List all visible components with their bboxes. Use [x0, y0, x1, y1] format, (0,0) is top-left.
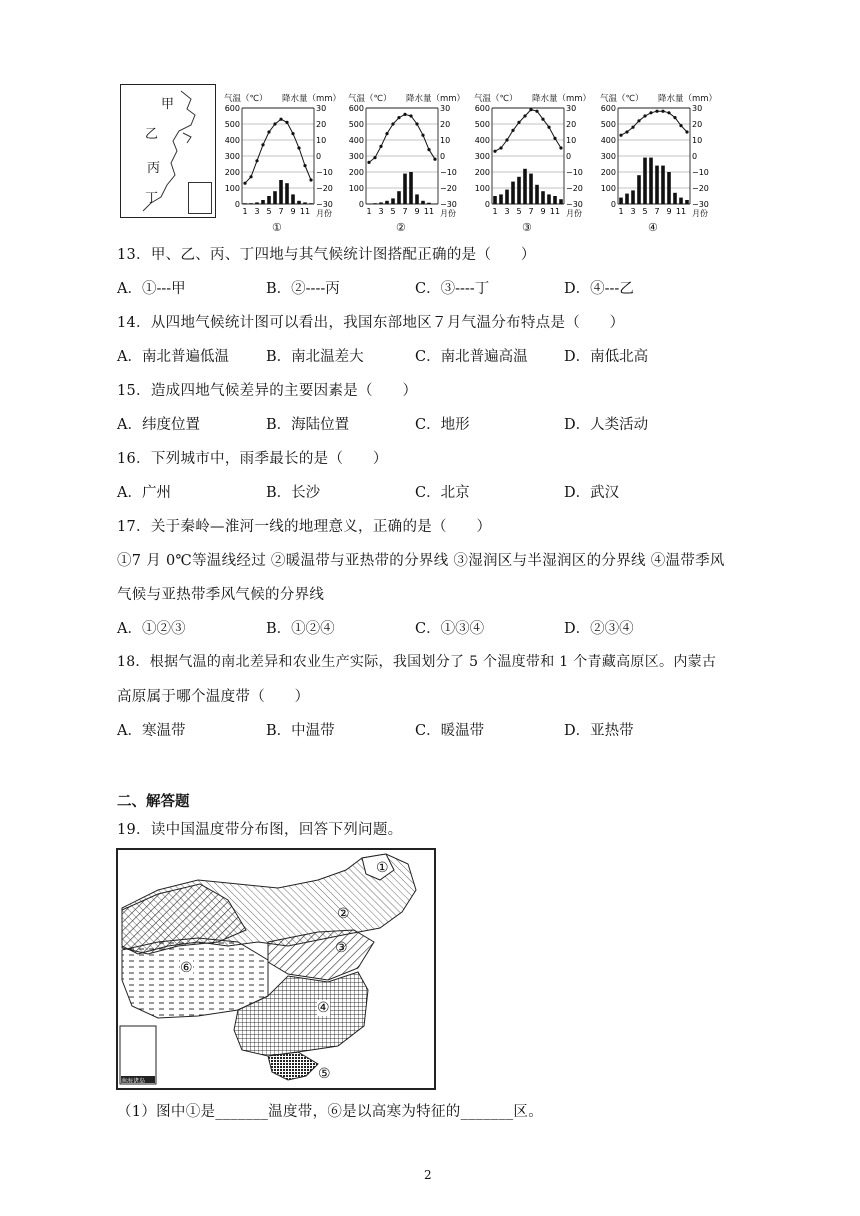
temperature-point	[559, 146, 562, 149]
precip-bar	[493, 196, 497, 204]
temperature-point	[261, 143, 264, 146]
climate-chart-2	[342, 84, 464, 234]
precip-bar	[243, 203, 247, 204]
x-tick-label: 7	[278, 207, 284, 216]
precip-bar	[535, 185, 539, 204]
precip-bar	[273, 191, 277, 204]
temperature-point	[385, 132, 388, 135]
x-tick-label: 9	[414, 207, 420, 216]
y-right-tick-label: −20	[566, 184, 583, 193]
y-right-tick-label: 30	[316, 104, 327, 113]
y-left-tick-label: 600	[474, 104, 490, 113]
question-13-stem: 13．甲、乙、丙、丁四地与其气候统计图搭配正确的是（ ）	[117, 247, 536, 263]
temperature-point	[255, 159, 258, 162]
y-right-tick-label: 20	[440, 120, 451, 129]
x-tick-label: 7	[528, 207, 534, 216]
precip-bar	[397, 191, 401, 204]
location-mini-map	[120, 84, 216, 218]
y-right-tick-label: 30	[692, 104, 703, 113]
precip-bar	[309, 203, 313, 204]
section-2-title: 二、解答题	[117, 794, 190, 810]
temperature-point	[273, 122, 276, 125]
precip-bar	[391, 198, 395, 204]
temperature-point	[631, 126, 634, 129]
q16-option-b[interactable]: B．长沙	[266, 485, 321, 501]
zone-label-1: ①	[376, 860, 389, 876]
precip-bar	[373, 203, 377, 204]
precip-bar	[523, 169, 527, 204]
temperature-point	[535, 110, 538, 113]
x-tick-label: 3	[630, 207, 636, 216]
x-tick-label: 5	[516, 207, 522, 216]
x-tick-label: 5	[390, 207, 396, 216]
x-tick-label: 7	[654, 207, 660, 216]
temperature-point	[415, 122, 418, 125]
map-label-bing: 丙	[147, 161, 161, 176]
page-number: 2	[424, 1168, 432, 1182]
y-right-tick-label: −20	[692, 184, 709, 193]
chart-2-number: ②	[396, 221, 406, 234]
x-tick-label: 9	[290, 207, 296, 216]
chart-1-temp-header: 气温（℃）	[224, 94, 268, 104]
y-right-tick-label: 10	[692, 136, 703, 145]
precip-bar	[637, 175, 641, 204]
y-left-tick-label: 200	[474, 168, 490, 177]
temperature-line	[245, 119, 311, 183]
temperature-point	[367, 161, 370, 164]
precip-bar	[673, 193, 677, 204]
q14-option-d[interactable]: D．南低北高	[564, 349, 649, 365]
chart-4-number: ④	[648, 221, 658, 234]
temperature-point	[297, 146, 300, 149]
y-left-tick-label: 0	[234, 200, 240, 209]
x-tick-label: 1	[618, 207, 624, 216]
y-left-tick-label: 600	[348, 104, 364, 113]
climate-chart-3-plot	[468, 84, 590, 224]
question-15-stem: 15．造成四地气候差异的主要因素是（ ）	[117, 383, 418, 399]
chart-3-temp-header: 气温（℃）	[474, 94, 518, 104]
temperature-point	[373, 156, 376, 159]
precip-bar	[261, 200, 265, 204]
precip-bar	[517, 177, 521, 204]
precip-bar	[559, 199, 563, 204]
question-17-statements: ①7 月 0℃等温线经过 ②暖温带与亚热带的分界线 ③湿润区与半湿润区的分界线 ④温带季风	[117, 553, 725, 569]
climate-chart-3	[468, 84, 590, 234]
temperature-point	[403, 113, 406, 116]
chart-2-temp-header: 气温（℃）	[348, 94, 392, 104]
y-right-tick-label: −20	[316, 184, 333, 193]
temperature-point	[433, 158, 436, 161]
precip-bar	[685, 200, 689, 204]
y-left-tick-label: 100	[600, 184, 616, 193]
y-right-tick-label: 30	[566, 104, 577, 113]
precip-bar	[255, 202, 259, 204]
zone-map-graphic	[118, 850, 434, 1088]
precip-bar	[505, 190, 509, 204]
temperature-line	[621, 111, 687, 135]
y-right-tick-label: 0	[566, 152, 572, 161]
precip-bar	[679, 198, 683, 204]
q17-option-d[interactable]: D．②③④	[564, 621, 634, 637]
temperature-point	[505, 138, 508, 141]
temperature-point	[303, 164, 306, 167]
y-right-tick-label: −20	[440, 184, 457, 193]
x-tick-label: 11	[549, 207, 561, 216]
q14-option-c[interactable]: C．南北普遍高温	[415, 349, 528, 365]
chart-3-number: ③	[522, 221, 532, 234]
y-right-tick-label: 20	[692, 120, 703, 129]
climate-chart-1-plot	[218, 84, 340, 224]
x-unit-label: 月份	[440, 209, 456, 218]
chart-2-precip-header: 降水量（mm）	[406, 94, 466, 104]
q17-option-c[interactable]: C．①③④	[415, 621, 485, 637]
question-16-stem: 16．下列城市中，雨季最长的是（ ）	[117, 451, 388, 467]
y-left-tick-label: 300	[224, 152, 240, 161]
temperature-point	[637, 119, 640, 122]
precip-bar	[625, 194, 629, 204]
y-left-tick-label: 300	[474, 152, 490, 161]
y-left-tick-label: 500	[474, 120, 490, 129]
temperature-point	[655, 110, 658, 113]
y-left-tick-label: 0	[358, 200, 364, 209]
q18-option-d[interactable]: D．亚热带	[564, 723, 634, 739]
south-china-sea-inset	[188, 182, 212, 214]
zone-label-5: ⑤	[318, 1066, 331, 1082]
temperature-point	[685, 130, 688, 133]
temperature-point	[309, 178, 312, 181]
question-17-stem: 17．关于秦岭—淮河一线的地理意义，正确的是（ ）	[117, 519, 492, 535]
y-right-tick-label: −30	[692, 200, 709, 209]
temperature-point	[553, 137, 556, 140]
temperature-point	[243, 182, 246, 185]
precip-bar	[409, 172, 413, 204]
temperature-point	[673, 116, 676, 119]
q16-option-a[interactable]: A．广州	[117, 485, 171, 501]
question-19-sub-1: （1）图中①是_______温度带，⑥是以高寒为特征的_______区。	[117, 1104, 544, 1120]
x-tick-label: 5	[266, 207, 272, 216]
precip-bar	[649, 158, 653, 204]
temperature-point	[409, 114, 412, 117]
y-left-tick-label: 100	[348, 184, 364, 193]
y-right-tick-label: 30	[440, 104, 451, 113]
x-tick-label: 3	[254, 207, 260, 216]
climate-chart-1	[218, 84, 340, 234]
y-left-tick-label: 0	[484, 200, 490, 209]
temperature-point	[267, 130, 270, 133]
temperature-point	[285, 121, 288, 124]
q15-option-a[interactable]: A．纬度位置	[117, 417, 200, 433]
question-19-stem: 19．读中国温度带分布图，回答下列问题。	[117, 822, 403, 838]
q15-option-c[interactable]: C．地形	[415, 417, 470, 433]
x-tick-label: 11	[423, 207, 435, 216]
precip-bar	[279, 180, 283, 204]
y-right-tick-label: 0	[440, 152, 446, 161]
map-label-ding: 丁	[145, 191, 159, 206]
zone-label-4: ④	[317, 1000, 330, 1016]
x-tick-label: 1	[366, 207, 372, 216]
precip-bar	[667, 172, 671, 204]
temperature-point	[679, 124, 682, 127]
q13-option-d[interactable]: D．④---乙	[564, 281, 634, 297]
q14-option-b[interactable]: B．南北温差大	[266, 349, 364, 365]
q15-option-d[interactable]: D．人类活动	[564, 417, 649, 433]
precip-bar	[297, 201, 301, 204]
x-tick-label: 9	[666, 207, 672, 216]
temperature-point	[643, 114, 646, 117]
zone-label-3: ③	[335, 940, 348, 956]
chart-1-precip-header: 降水量（mm）	[282, 94, 342, 104]
x-unit-label: 月份	[566, 209, 582, 218]
y-left-tick-label: 100	[224, 184, 240, 193]
x-tick-label: 11	[675, 207, 687, 216]
temperature-point	[667, 111, 670, 114]
temperature-point	[511, 129, 514, 132]
y-left-tick-label: 500	[348, 120, 364, 129]
y-left-tick-label: 500	[600, 120, 616, 129]
question-14-stem: 14．从四地气候统计图可以看出，我国东部地区７月气温分布特点是（ ）	[117, 315, 625, 331]
question-18-stem: 18．根据气温的南北差异和农业生产实际，我国划分了 5 个温度带和 1 个青藏高原区。内蒙古	[117, 654, 717, 670]
temperature-point	[547, 126, 550, 129]
precip-bar	[385, 201, 389, 204]
x-tick-label: 7	[402, 207, 408, 216]
precip-bar	[421, 201, 425, 204]
precip-bar	[655, 166, 659, 204]
temperature-point	[291, 132, 294, 135]
y-right-tick-label: 10	[316, 136, 327, 145]
x-tick-label: 3	[378, 207, 384, 216]
y-left-tick-label: 600	[224, 104, 240, 113]
y-right-tick-label: 10	[440, 136, 451, 145]
precip-bar	[285, 183, 289, 204]
temperature-point	[541, 118, 544, 121]
y-right-tick-label: −10	[692, 168, 709, 177]
y-left-tick-label: 100	[474, 184, 490, 193]
x-tick-label: 1	[492, 207, 498, 216]
chart-4-temp-header: 气温（℃）	[600, 94, 644, 104]
temperature-point	[523, 114, 526, 117]
y-right-tick-label: −30	[440, 200, 457, 209]
precip-bar	[303, 202, 307, 204]
chart-4-precip-header: 降水量（mm）	[658, 94, 718, 104]
precip-bar	[499, 194, 503, 204]
q14-option-a[interactable]: A．南北普遍低温	[117, 349, 229, 365]
q13-option-c[interactable]: C．③----丁	[415, 281, 490, 297]
precip-bar	[249, 203, 253, 204]
x-tick-label: 1	[242, 207, 248, 216]
question-17-statements-cont: 气候与亚热带季风气候的分界线	[117, 587, 325, 603]
precip-bar	[267, 196, 271, 204]
precip-bar	[427, 203, 431, 204]
y-left-tick-label: 400	[600, 136, 616, 145]
temperature-point	[427, 148, 430, 151]
climate-chart-2-plot	[342, 84, 464, 224]
y-left-tick-label: 0	[610, 200, 616, 209]
temperature-point	[391, 122, 394, 125]
temperature-point	[249, 175, 252, 178]
precip-bar	[511, 182, 515, 204]
y-left-tick-label: 300	[600, 152, 616, 161]
precip-bar	[403, 174, 407, 204]
y-left-tick-label: 500	[224, 120, 240, 129]
map-label-jia: 甲	[161, 97, 175, 112]
y-right-tick-label: −30	[316, 200, 333, 209]
temperature-point	[493, 150, 496, 153]
precip-bar	[547, 194, 551, 204]
y-right-tick-label: −10	[440, 168, 457, 177]
zone-label-6: ⑥	[180, 960, 193, 976]
y-right-tick-label: −30	[566, 200, 583, 209]
y-left-tick-label: 400	[348, 136, 364, 145]
precip-bar	[643, 158, 647, 204]
temperature-point	[379, 145, 382, 148]
temperature-point	[619, 134, 622, 137]
x-tick-label: 3	[504, 207, 510, 216]
q15-option-b[interactable]: B．海陆位置	[266, 417, 350, 433]
temperature-point	[649, 111, 652, 114]
temperature-point	[529, 108, 532, 111]
y-left-tick-label: 300	[348, 152, 364, 161]
temperature-line	[369, 114, 435, 162]
x-tick-label: 11	[299, 207, 311, 216]
q18-option-c[interactable]: C．暖温带	[415, 723, 485, 739]
y-right-tick-label: 0	[316, 152, 322, 161]
q13-option-b[interactable]: B．②----丙	[266, 281, 340, 297]
temperature-point	[397, 116, 400, 119]
temperature-point	[421, 134, 424, 137]
precip-bar	[619, 198, 623, 204]
chart-3-precip-header: 降水量（mm）	[532, 94, 592, 104]
x-tick-label: 9	[540, 207, 546, 216]
q16-option-c[interactable]: C．北京	[415, 485, 470, 501]
temperature-point	[499, 146, 502, 149]
precip-bar	[291, 194, 295, 204]
map-label-yi: 乙	[145, 127, 159, 142]
inset-label: 南海诸岛	[121, 1078, 146, 1085]
y-right-tick-label: 0	[692, 152, 698, 161]
y-right-tick-label: −10	[566, 168, 583, 177]
precip-bar	[415, 194, 419, 204]
chart-1-number: ①	[272, 221, 282, 234]
y-right-tick-label: 20	[316, 120, 327, 129]
temperature-point	[517, 121, 520, 124]
y-right-tick-label: 20	[566, 120, 577, 129]
temperature-point	[661, 110, 664, 113]
y-left-tick-label: 400	[224, 136, 240, 145]
x-unit-label: 月份	[692, 209, 708, 218]
y-left-tick-label: 200	[600, 168, 616, 177]
precip-bar	[379, 202, 383, 204]
y-left-tick-label: 200	[348, 168, 364, 177]
q13-option-a[interactable]: A．①---甲	[117, 281, 186, 297]
q16-option-d[interactable]: D．武汉	[564, 485, 620, 501]
y-right-tick-label: −10	[316, 168, 333, 177]
q18-option-a[interactable]: A．寒温带	[117, 723, 186, 739]
precip-bar	[541, 191, 545, 204]
x-tick-label: 5	[642, 207, 648, 216]
zone-label-2: ②	[337, 906, 350, 922]
x-unit-label: 月份	[316, 209, 332, 218]
climate-figure	[120, 84, 720, 234]
q17-option-b[interactable]: B．①②④	[266, 621, 335, 637]
climate-chart-4	[594, 84, 716, 234]
temperature-point	[279, 118, 282, 121]
precip-bar	[631, 190, 635, 204]
q18-option-b[interactable]: B．中温带	[266, 723, 335, 739]
question-18-stem-cont: 高原属于哪个温度带（ ）	[117, 689, 310, 705]
y-left-tick-label: 200	[224, 168, 240, 177]
precip-bar	[661, 166, 665, 204]
y-right-tick-label: 10	[566, 136, 577, 145]
precip-bar	[553, 196, 557, 204]
y-left-tick-label: 600	[600, 104, 616, 113]
climate-chart-4-plot	[594, 84, 716, 224]
y-left-tick-label: 400	[474, 136, 490, 145]
china-temperature-zone-map	[116, 848, 436, 1090]
q17-option-a[interactable]: A．①②③	[117, 621, 186, 637]
temperature-line	[495, 110, 561, 152]
temperature-point	[625, 130, 628, 133]
precip-bar	[529, 174, 533, 204]
